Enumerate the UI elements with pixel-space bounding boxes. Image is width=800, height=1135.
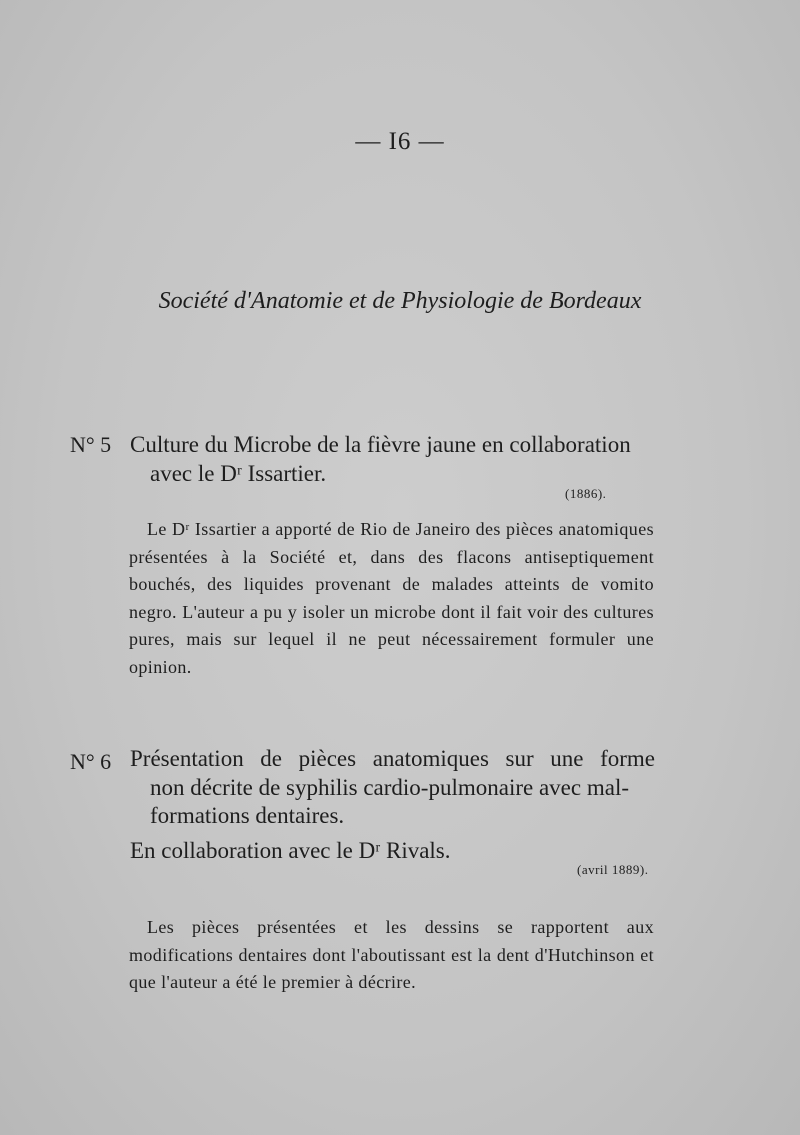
entry-5-title-line-2: avec le Dʳ Issartier. [150,461,327,486]
entry-5-number: N° 5 [70,432,112,457]
entry-6-date: (avril 1889). [577,862,649,877]
entry-5-date: (1886). [565,486,607,501]
entry-6-collaboration: En collaboration avec le Dʳ Rivals. [130,838,451,863]
entry-6-title-line-3: formations dentaires. [150,803,345,828]
entry-5-paragraph: Le Dʳ Issartier a apporté de Rio de Janeiro des pièces anatomiques présentées à la Société et, dans des flacons antiseptiquement bouchés, des liquides provenant de malades atteints de vomito negro. L'auteur a pu y isoler un microbe dont il fait voir des cultures pures, mais sur lequel il ne peut nécessairement formuler une opinion. [129,519,654,677]
society-heading: Société d'Anatomie et de Physiologie de Bordeaux [158,288,642,314]
entry-6-number: N° 6 [70,749,112,774]
entry-6-paragraph: Les pièces présentées et les dessins se rapportent aux modifications dentaires dont l'aboutissant est la dent d'Hutchinson et que l'auteur a été le premier à décrire. [129,917,654,992]
entry-6-title-line-1: Présentation de pièces anatomiques sur une forme [130,746,655,771]
page-number: — I6 — [355,128,445,155]
entry-6-title-line-2: non décrite de syphilis cardio-pulmonaire avec mal- [150,775,629,800]
entry-5-title-line-1: Culture du Microbe de la fièvre jaune en collaboration [130,432,631,457]
